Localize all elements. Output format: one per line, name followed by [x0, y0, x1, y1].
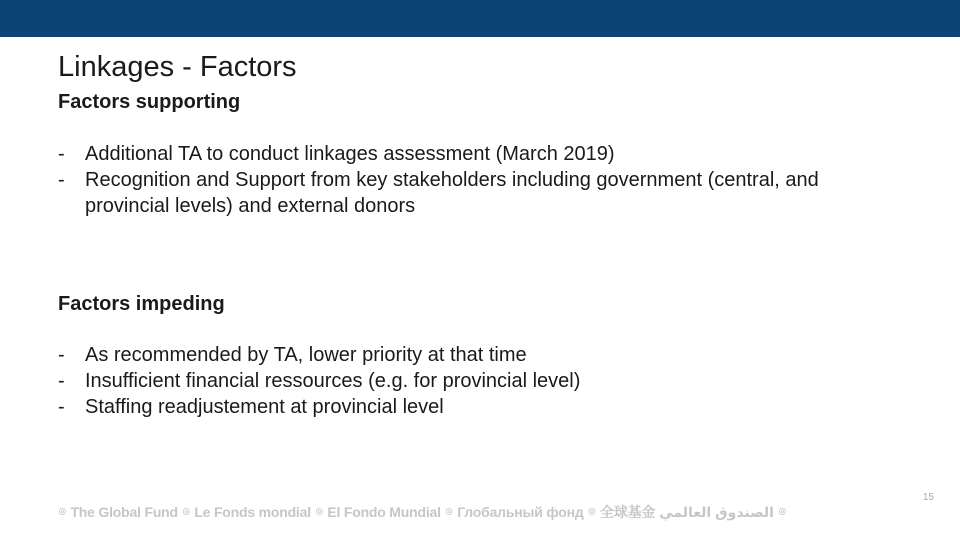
list-item — [58, 394, 898, 420]
list-item-text: Insufficient financial ressources (e.g. for provincial level) — [85, 370, 581, 392]
list-item-text: As recommended by TA, lower priority at that time — [85, 344, 527, 366]
top-banner — [0, 0, 960, 37]
page-number: 15 — [922, 492, 934, 503]
logo-name-spanish: El Fondo Mundial — [327, 504, 441, 520]
list-item — [58, 141, 898, 167]
global-fund-logo-strip — [58, 500, 868, 524]
global-fund-logo-icon: ၜ — [777, 502, 787, 519]
logo-name-arabic: الصندوق العالمي — [659, 503, 774, 520]
bullet-dash: - — [58, 344, 65, 366]
global-fund-logo-icon: ၜ — [444, 502, 454, 519]
global-fund-logo-icon: ၜ — [181, 502, 191, 519]
list-item-text: Staffing readjustement at provincial level — [85, 396, 444, 418]
logo-name-english: The Global Fund — [70, 504, 178, 520]
list-item-text: Recognition and Support from key stakeholders including government (central, and provincial levels) and external donors — [85, 169, 819, 217]
section-heading-supporting: Factors supporting — [58, 91, 241, 113]
supporting-factors-list — [58, 141, 898, 219]
section-heading-impeding: Factors impeding — [58, 293, 225, 315]
bullet-dash: - — [58, 169, 65, 191]
logo-name-french: Le Fonds mondial — [194, 504, 311, 520]
global-fund-logo-icon: ၜ — [314, 502, 324, 519]
slide-title: Linkages - Factors — [58, 51, 297, 83]
list-item — [58, 342, 898, 368]
list-item — [58, 368, 898, 394]
list-item — [58, 167, 898, 219]
global-fund-logo-icon: ၜ — [58, 502, 67, 519]
impeding-factors-list — [58, 342, 898, 420]
bullet-dash: - — [58, 143, 65, 165]
list-item-text: Additional TA to conduct linkages assessment (March 2019) — [85, 143, 615, 165]
bullet-dash: - — [58, 370, 65, 392]
bullet-dash: - — [58, 396, 65, 418]
logo-name-chinese: 全球基金 — [599, 504, 656, 520]
logo-name-russian: Глобальный фонд — [457, 504, 584, 520]
global-fund-logo-icon: ၜ — [587, 502, 596, 519]
